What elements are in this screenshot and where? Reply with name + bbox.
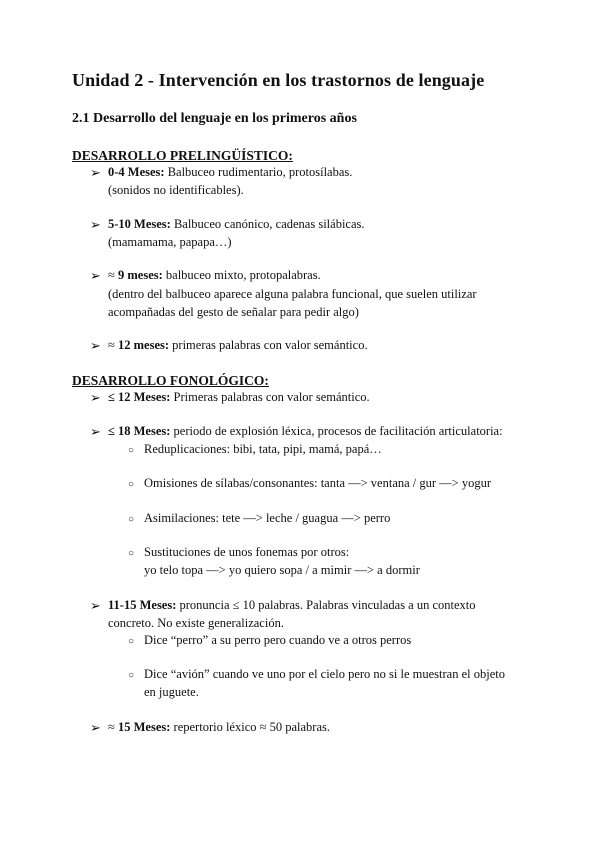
list-item-continuation: (sonidos no identificables). xyxy=(108,183,244,197)
sub-bullet-icon: ○ xyxy=(128,445,135,456)
sub-list-item: Reduplicaciones: bibi, tata, pipi, mamá, papá… xyxy=(144,442,382,456)
sub-list-item: Dice “perro” a su perro pero cuando ve a otros perros xyxy=(144,633,412,647)
sub-list-item: Dice “avión” cuando ve uno por el cielo pero no si le muestran el objeto xyxy=(144,667,505,681)
list-item: ≈ 12 meses: primeras palabras con valor semántico. xyxy=(108,338,368,352)
sub-bullet-icon: ○ xyxy=(128,670,135,681)
bullet-icon: ➢ xyxy=(90,424,101,439)
document-title: Unidad 2 - Intervención en los trastornos de lenguaje xyxy=(72,70,485,90)
sub-list-item-continuation: en juguete. xyxy=(144,685,199,699)
bullet-icon: ➢ xyxy=(90,390,101,405)
bullet-icon: ➢ xyxy=(90,598,101,613)
bullet-icon: ➢ xyxy=(90,165,101,180)
list-item: ≈ 15 Meses: repertorio léxico ≈ 50 palabras. xyxy=(108,720,330,734)
heading-fonologico: DESARROLLO FONOLÓGICO: xyxy=(72,373,269,388)
list-item-continuation: concreto. No existe generalización. xyxy=(108,616,284,630)
bullet-icon: ➢ xyxy=(90,217,101,232)
section-subtitle: 2.1 Desarrollo del lenguaje en los primeros años xyxy=(72,111,357,126)
bullet-icon: ➢ xyxy=(90,338,101,353)
sub-list-item: Sustituciones de unos fonemas por otros: xyxy=(144,545,350,559)
bullet-icon: ➢ xyxy=(90,720,101,735)
sub-bullet-icon: ○ xyxy=(128,514,135,525)
list-item-continuation: (mamamama, papapa…) xyxy=(108,235,232,249)
list-item: ≈ 9 meses: balbuceo mixto, protopalabras. xyxy=(108,268,321,282)
list-item-continuation: acompañadas del gesto de señalar para pedir algo) xyxy=(108,305,359,319)
bullet-icon: ➢ xyxy=(90,268,101,283)
sub-bullet-icon: ○ xyxy=(128,548,135,559)
sub-list-item: Omisiones de sílabas/consonantes: tanta —> ventana / gur —> yogur xyxy=(144,476,492,490)
list-item: ≤ 18 Meses: periodo de explosión léxica, procesos de facilitación articulatoria: xyxy=(108,424,503,438)
list-item: ≤ 12 Meses: Primeras palabras con valor semántico. xyxy=(108,390,370,404)
sub-list-item-continuation: yo telo topa —> yo quiero sopa / a mimir —> a dormir xyxy=(144,563,420,577)
sub-bullet-icon: ○ xyxy=(128,636,135,647)
heading-prelinguistico: DESARROLLO PRELINGÜÍSTICO: xyxy=(72,148,293,163)
list-item: 5-10 Meses: Balbuceo canónico, cadenas silábicas. xyxy=(108,217,365,231)
sub-bullet-icon: ○ xyxy=(128,479,135,490)
list-item: 0-4 Meses: Balbuceo rudimentario, protosílabas. xyxy=(108,165,353,179)
sub-list-item: Asimilaciones: tete —> leche / guagua —> perro xyxy=(144,511,391,525)
list-item: 11-15 Meses: pronuncia ≤ 10 palabras. Palabras vinculadas a un contexto xyxy=(108,598,476,612)
list-item-continuation: (dentro del balbuceo aparece alguna palabra funcional, que suelen utilizar xyxy=(108,287,477,301)
